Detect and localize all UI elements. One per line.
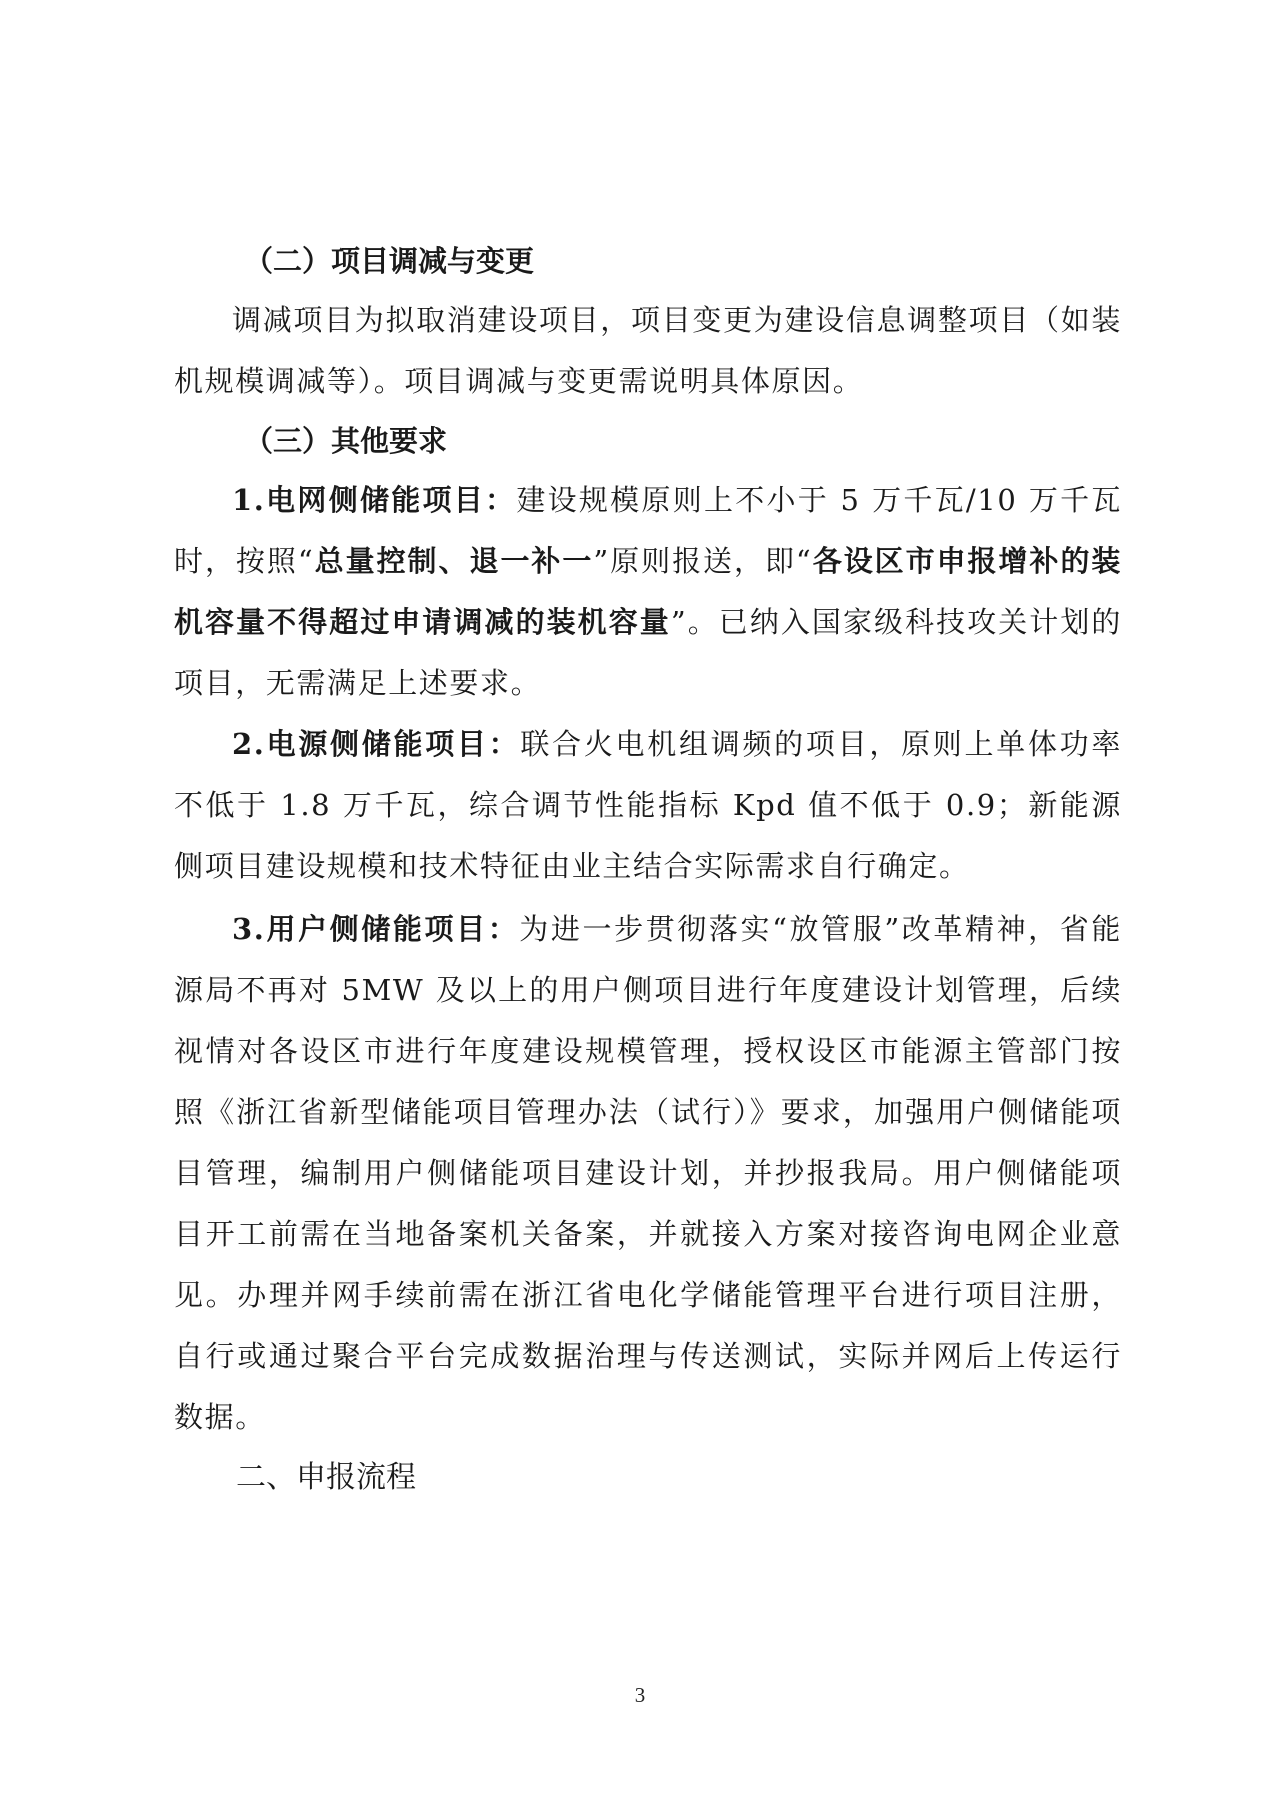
- section-heading-adjustment: （二）项目调减与变更: [244, 244, 535, 278]
- paragraph-adjustment: 调减项目为拟取消建设项目，项目变更为建设信息调整项目（如装机规模调减等）。项目调减与变更需说明具体原因。: [174, 303, 1122, 398]
- item-text-grid-side-b: ”原则报送，即“: [593, 544, 813, 578]
- item-text-user-side: 为进一步贯彻落实“放管服”改革精神，省能源局不再对 5MW 及以上的用户侧项目进行年度建设计划管理，后续视情对各设区市进行年度建设规模管理，授权设区市能源主管部门按照《浙江省新型储能项目管理办法（试行）》要求，加强用户侧储能项目管理，编制用户侧储能项目建设计划，并抄报我局。用户侧储能项目开工前需在当地备案机关备案，并就接入方案对接咨询电网企业意见。办理并网手续前需在浙江省电化学储能管理平台进行项目注册，自行或通过聚合平台完成数据治理与传送测试，实际并网后上传运行数据。: [174, 912, 1122, 1434]
- part-heading-application-process: 二、申报流程: [236, 1460, 416, 1495]
- item-lead-user-side: 3.用户侧储能项目：: [232, 912, 520, 946]
- paragraph-user-side-storage: [174, 899, 1122, 1448]
- item-text-grid-side-c: ”。已纳入国家级科技攻关计划的项目，无需满足上述要求。: [174, 605, 1122, 700]
- item-text-grid-side-a: 建设规模原则上不小于 5 万千瓦/10 万千瓦时，按照“: [174, 483, 1122, 578]
- paragraph-source-side-storage: [174, 714, 1122, 897]
- page-number: 3: [634, 1683, 646, 1707]
- item-lead-source-side: 2.电源侧储能项目：: [232, 727, 521, 761]
- item-lead-grid-side: 1.电网侧储能项目：: [232, 483, 517, 517]
- item-bold-grid-side-b: 各设区市申报增补的装机容量不得超过申请调减的装机容量: [174, 544, 1123, 639]
- document-body: [174, 232, 1122, 1508]
- paragraph-grid-side-storage: [174, 470, 1122, 714]
- section-heading-other-requirements: （三）其他要求: [244, 424, 448, 458]
- item-text-source-side: 联合火电机组调频的项目，原则上单体功率不低于 1.8 万千瓦，综合调节性能指标 Kpd 值不低于 0.9；新能源侧项目建设规模和技术特征由业主结合实际需求自行确定。: [174, 727, 1122, 883]
- item-bold-grid-side-a: 总量控制、退一补一: [314, 544, 594, 578]
